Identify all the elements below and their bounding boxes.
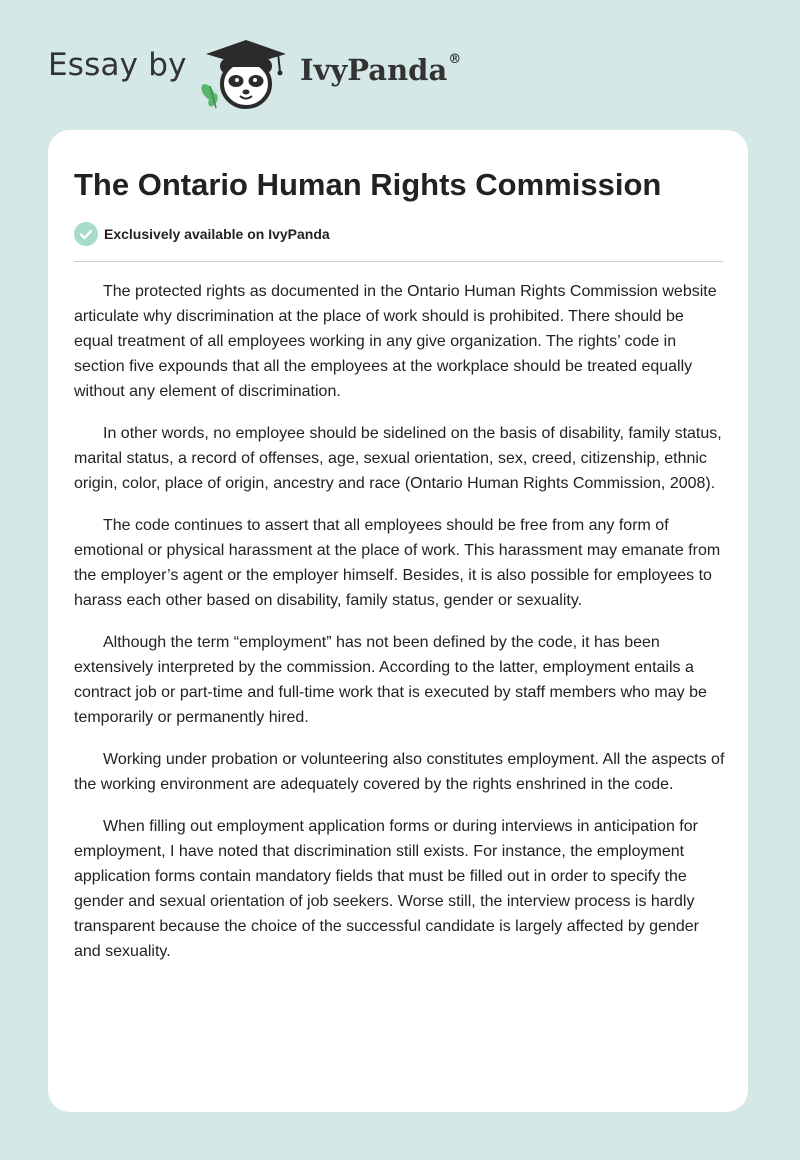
brand-text: IvyPanda	[300, 53, 448, 87]
essay-by-label: Essay by	[48, 47, 187, 83]
site-header	[0, 0, 800, 120]
essay-card	[48, 130, 748, 1112]
page-title: The Ontario Human Rights Commission	[74, 167, 662, 202]
paragraph: Although the term “employment” has not been defined by the code, it has been extensively interpreted by the commission. According to the latter, employment entails a contract job or part-time and full-time work that is executed by staff members who may be temporarily or permanently hired.	[74, 634, 707, 726]
paragraph: The code continues to assert that all employees should be free from any form of emotional or physical harassment at the place of work. This harassment may emanate from the employer’s agent or the employer himself. Besides, it is also possible for employees to harass each other based on disability, family status, gender or sexuality.	[74, 517, 721, 609]
brand-name[interactable]	[300, 52, 462, 87]
title-divider	[74, 261, 723, 262]
check-circle-icon	[74, 222, 98, 246]
paragraph: In other words, no employee should be sidelined on the basis of disability, family status, marital status, a record of offenses, age, sexual orientation, sex, creed, citizenship, ethnic origin, color, place of origin, ancestry and race (Ontario Human Rights Commission, 2008).	[74, 425, 722, 492]
exclusive-badge	[74, 222, 330, 246]
essay-body	[74, 279, 726, 981]
paragraph: The protected rights as documented in the Ontario Human Rights Commission website articulate why discrimination at the place of work should is prohibited. There should be equal treatment of all employees working in any give organization. The rights’ code in section five expounds that all the employees at the workplace should be treated equally without any element of discrimination.	[74, 283, 717, 400]
registered-mark: ®	[448, 52, 462, 67]
panda-graduate-logo-icon[interactable]	[200, 34, 292, 110]
badge-label: Exclusively available on IvyPanda	[104, 226, 330, 242]
paragraph: Working under probation or volunteering also constitutes employment. All the aspects of the working environment are adequately covered by the rights enshrined in the code.	[74, 751, 725, 793]
paragraph: When filling out employment application forms or during interviews in anticipation for employment, I have noted that discrimination still exists. For instance, the employment application forms contain mandatory fields that must be filled out in order to specify the gender and sexual orientation of job seekers. Worse still, the interview process is hardly transparent because the choice of the successful candidate is largely affected by gender and sexuality.	[74, 818, 699, 960]
